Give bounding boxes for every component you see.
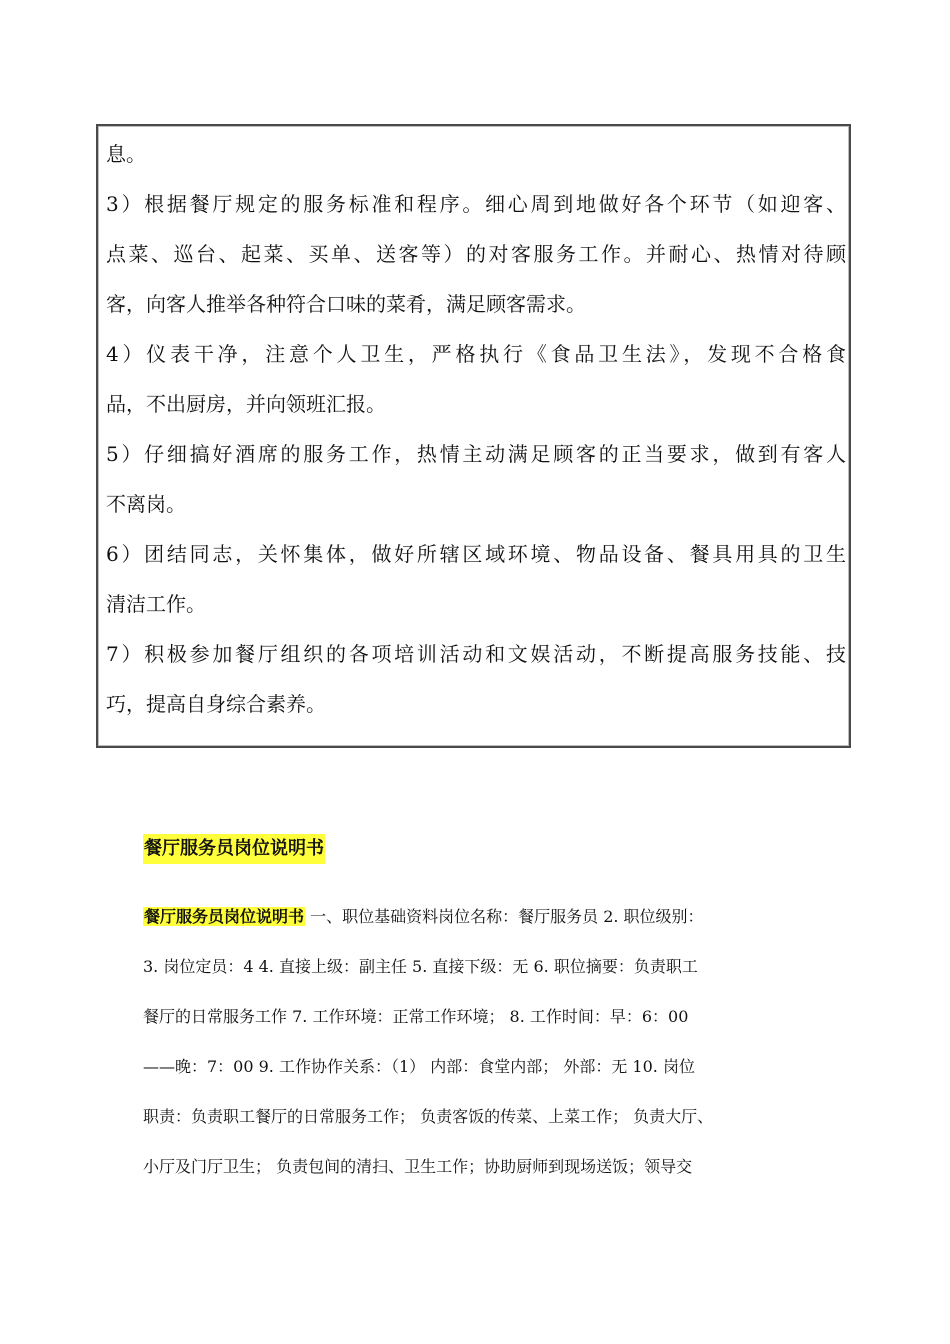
body-line: 小厅及门厅卫生； 负责包间的清扫、卫生工作；协助厨师到现场送饭；领导交	[143, 1157, 693, 1176]
list-line: 5）仔细搞好酒席的服务工作，热情主动满足顾客的正当要求，做到有客人	[106, 442, 846, 466]
duties-list-box	[96, 124, 851, 748]
body-line: 餐厅的日常服务工作 7. 工作环境：正常工作环境； 8. 工作时间：早：6：00	[143, 1007, 689, 1026]
list-line: 品，不出厨房，并向领班汇报。	[106, 392, 386, 416]
list-line: 4）仪表干净，注意个人卫生，严格执行《食品卫生法》，发现不合格食	[106, 342, 846, 366]
duties-list	[106, 136, 846, 736]
list-line: 不离岗。	[106, 492, 186, 516]
list-line: 巧，提高自身综合素养。	[106, 692, 326, 716]
list-line: 7）积极参加餐厅组织的各项培训活动和文娱活动，不断提高服务技能、技	[106, 642, 846, 666]
list-line: 客，向客人推举各种符合口味的菜肴，满足顾客需求。	[106, 292, 586, 316]
list-line: 清洁工作。	[106, 592, 206, 616]
body-line: 3. 岗位定员：4 4. 直接上级：副主任 5. 直接下级：无 6. 职位摘要：负责职工	[143, 957, 698, 976]
list-line: 6）团结同志，关怀集体，做好所辖区域环境、物品设备、餐具用具的卫生	[106, 542, 846, 566]
list-line: 3）根据餐厅规定的服务标准和程序。细心周到地做好各个环节（如迎客、	[106, 192, 846, 216]
body-text: 一、职位基础资料岗位名称：餐厅服务员 2. 职位级别：	[305, 907, 704, 926]
inline-title: 餐厅服务员岗位说明书	[144, 907, 305, 926]
section-title: 餐厅服务员岗位说明书	[143, 834, 325, 864]
list-line: 息。	[106, 142, 146, 166]
body-line	[143, 900, 823, 950]
job-description-body	[143, 900, 823, 1200]
body-line: ——晚：7：00 9. 工作协作关系：（1） 内部：食堂内部； 外部：无 10. 岗位	[143, 1057, 695, 1076]
list-line: 点菜、巡台、起菜、买单、送客等）的对客服务工作。并耐心、热情对待顾	[106, 242, 846, 266]
body-line: 职责：负责职工餐厅的日常服务工作； 负责客饭的传菜、上菜工作； 负责大厅、	[143, 1107, 714, 1126]
